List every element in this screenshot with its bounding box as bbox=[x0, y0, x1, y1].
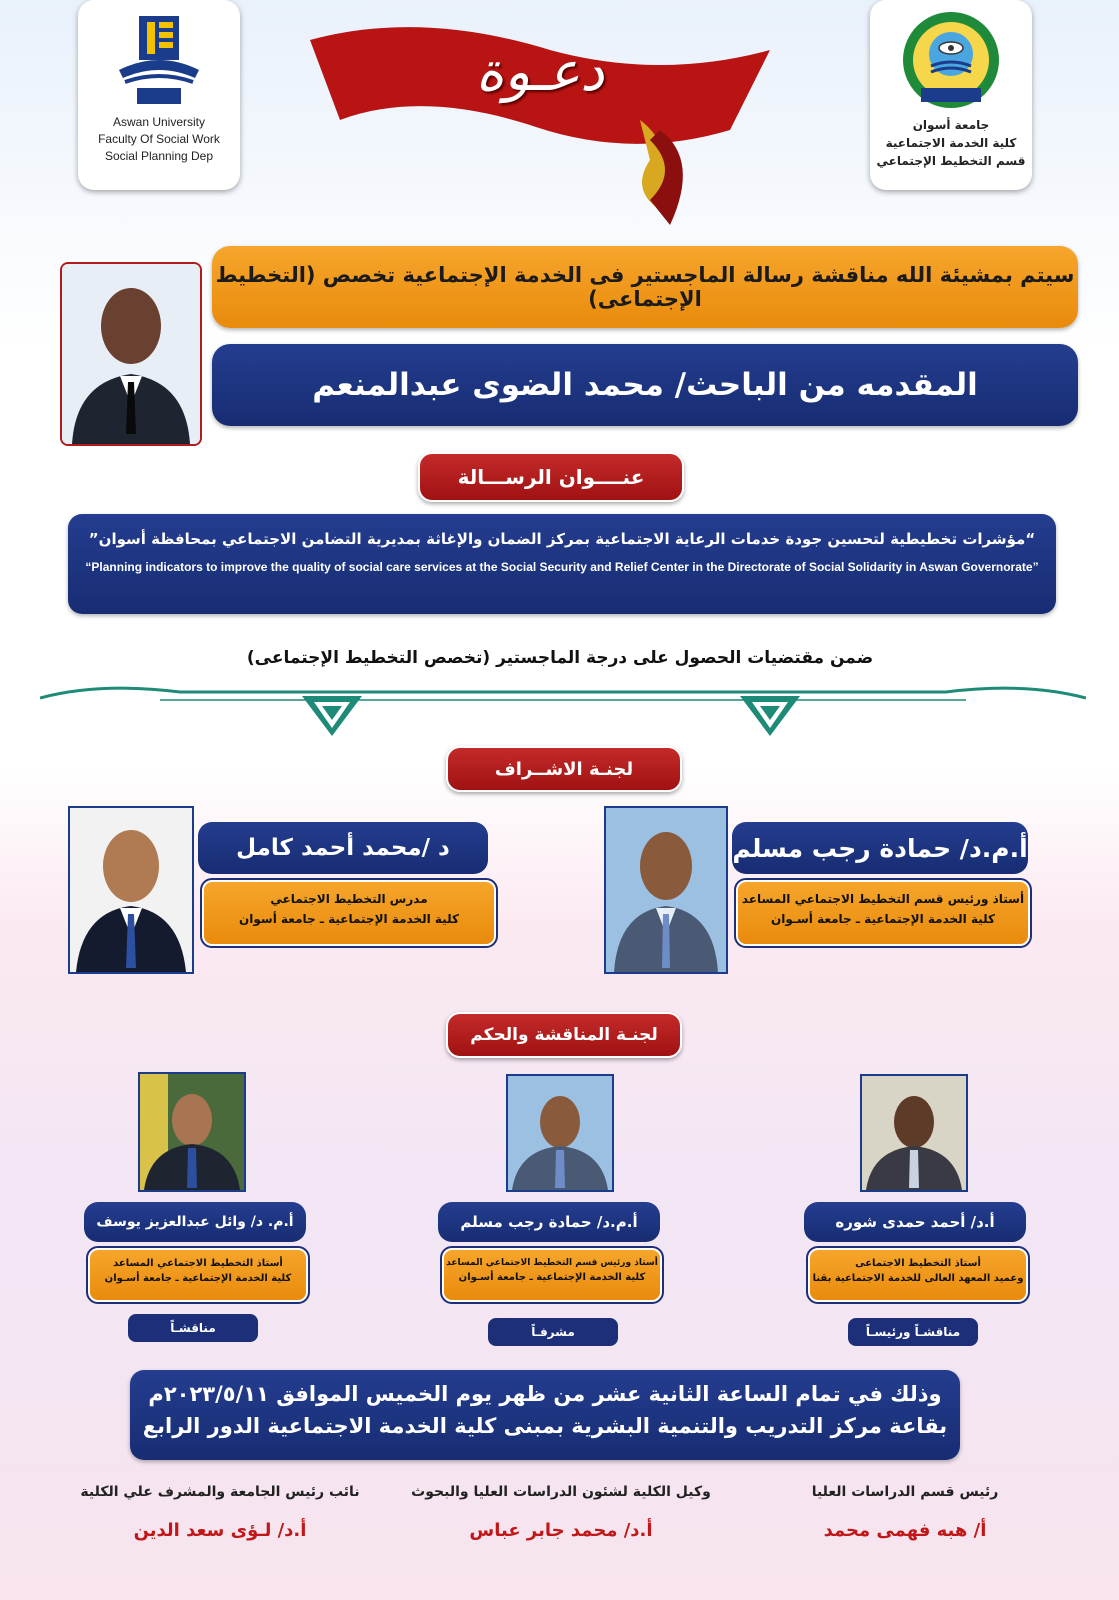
committee-desc-2 bbox=[442, 1248, 662, 1302]
signature-block-2 bbox=[396, 1484, 726, 1541]
committee-desc-2-line-1: أستاذ ورئيس قسم التخطيط الاجتماعي المساعد bbox=[446, 1258, 658, 1268]
faculty-emblem-icon bbox=[99, 10, 219, 110]
committee-desc-1-line-1: أستاذ التخطيط الاجتماعى bbox=[855, 1258, 981, 1269]
researcher-banner bbox=[212, 344, 1078, 426]
committee-photo-3 bbox=[138, 1072, 246, 1192]
supervisor-name-2-text: د /محمد أحمد كامل bbox=[236, 835, 450, 861]
schedule-line-2: بقاعة مركز التدريب والتنمية البشرية بمبنى كلية الخدمة الاجتماعية الدور الرابع bbox=[142, 1414, 948, 1438]
invitation-title: دعـوة bbox=[475, 40, 605, 103]
supervisor-desc-2-line-2: كلية الخدمة الإجتماعية ـ جامعة أسوان bbox=[239, 912, 459, 926]
committee-desc-1 bbox=[808, 1248, 1028, 1302]
supervisor-photo-2 bbox=[68, 806, 194, 974]
committee-desc-1-line-2: وعميد المعهد العالى للخدمة الاجتماعية بقنا bbox=[812, 1273, 1024, 1284]
schedule-line-1: وذلك في تمام الساعة الثانية عشر من ظهر يوم الخميس الموافق ٢٠٢٣/٥/١١م bbox=[148, 1382, 942, 1406]
committee-desc-2-line-2: كلية الخدمة الإجتماعية ـ جامعة أسـوان bbox=[458, 1272, 646, 1283]
person-portrait-icon bbox=[862, 1076, 966, 1190]
committee-name-3-text: أ.م. د/ وائل عبدالعزيز يوسف bbox=[96, 1214, 294, 1230]
committee-name-2-text: أ.م.د/ حمادة رجب مسلم bbox=[460, 1213, 638, 1231]
supervision-label-text: لجنـة الاشــراف bbox=[494, 758, 634, 780]
signature-block-1 bbox=[760, 1484, 1050, 1541]
committee-name-1 bbox=[804, 1202, 1026, 1242]
thesis-title-label-text: عنــــوان الرســـالة bbox=[457, 465, 645, 489]
schedule-box bbox=[130, 1370, 960, 1460]
thesis-title-english: “Planning indicators to improve the quality of social care services at the Social Security and Relief Center in the Directorate of Social Solidarity in Aswan Governorate” bbox=[85, 560, 1039, 574]
signature-name-1: أ/ هبه فهمى محمد bbox=[823, 1520, 987, 1541]
supervisor-desc-1-line-1: أستاذ ورئيس قسم التخطيط الاجتماعي المساعد bbox=[741, 892, 1025, 906]
thesis-title-arabic: “مؤشرات تخطيطية لتحسين جودة خدمات الرعاية الاجتماعية بمركز الضمان والإغاثة بمديرية التضامن الاجتماعي بمحافظة أسوان” bbox=[88, 530, 1036, 548]
supervisor-desc-2 bbox=[202, 880, 496, 946]
university-logo-line-3: قسم التخطيط الإجتماعي bbox=[876, 154, 1026, 168]
signature-name-2: أ.د/ محمد جابر عباس bbox=[469, 1520, 653, 1541]
supervisor-name-1-text: أ.م.د/ حمادة رجب مسلم bbox=[732, 833, 1028, 863]
university-seal-icon bbox=[899, 8, 1003, 112]
committee-role-3-text: مناقشـاً bbox=[170, 1321, 216, 1335]
faculty-logo-line-2: Faculty Of Social Work bbox=[98, 132, 220, 146]
committee-name-2 bbox=[438, 1202, 660, 1242]
committee-role-3 bbox=[128, 1314, 258, 1342]
faculty-logo-card bbox=[78, 0, 240, 190]
committee-label bbox=[446, 1012, 682, 1058]
person-portrait-icon bbox=[70, 808, 192, 972]
supervisor-desc-1 bbox=[736, 880, 1030, 946]
supervisor-name-2 bbox=[198, 822, 488, 874]
committee-name-1-text: أ.د/ أحمد حمدى شوره bbox=[835, 1213, 995, 1231]
signature-title-1: رئيس قسم الدراسات العليا bbox=[811, 1484, 999, 1500]
committee-photo-1 bbox=[860, 1074, 968, 1192]
committee-name-3 bbox=[84, 1202, 306, 1242]
committee-photo-2 bbox=[506, 1074, 614, 1192]
announcement-text: سيتم بمشيئة الله مناقشة رسالة الماجستير فى الخدمة الإجتماعية تخصص (التخطيط الإجتماعى) bbox=[215, 263, 1075, 311]
committee-desc-3-line-2: كلية الخدمة الإجتماعية ـ جامعة أسـوان bbox=[104, 1273, 292, 1284]
committee-role-1 bbox=[848, 1318, 978, 1346]
signature-name-3: أ.د/ لـؤى سعد الدين bbox=[133, 1520, 307, 1541]
person-portrait-icon bbox=[140, 1074, 244, 1190]
announcement-banner bbox=[212, 246, 1078, 328]
university-logo-line-1: جامعة أسوان bbox=[912, 118, 990, 132]
committee-role-2-text: مشرفـاً bbox=[531, 1325, 575, 1339]
supervisor-desc-1-line-2: كلية الخدمة الإجتماعية ـ جامعة أسـوان bbox=[771, 912, 995, 926]
researcher-name: المقدمه من الباحث/ محمد الضوى عبدالمنعم bbox=[312, 367, 978, 403]
faculty-logo-line-1: Aswan University bbox=[112, 115, 206, 129]
faculty-logo-line-3: Social Planning Dep bbox=[104, 149, 214, 163]
person-portrait-icon bbox=[508, 1076, 612, 1190]
invitation-ribbon bbox=[300, 10, 790, 230]
committee-desc-3-line-1: أستاذ التخطيط الاجتماعي المساعد bbox=[113, 1258, 283, 1269]
ornamental-divider bbox=[40, 674, 1086, 744]
signature-title-2: وكيل الكلية لشئون الدراسات العليا والبحوث bbox=[411, 1484, 711, 1500]
person-portrait-icon bbox=[62, 264, 200, 444]
supervisor-name-1 bbox=[732, 822, 1028, 874]
university-logo-card bbox=[870, 0, 1032, 190]
supervision-label bbox=[446, 746, 682, 792]
committee-desc-3 bbox=[88, 1248, 308, 1302]
supervisor-photo-1 bbox=[604, 806, 728, 974]
person-portrait-icon bbox=[606, 808, 726, 972]
degree-note: ضمن مقتضيات الحصول على درجة الماجستير (تخصص التخطيط الإجتماعى) bbox=[246, 648, 874, 668]
committee-label-text: لجنـة المناقشة والحكم bbox=[470, 1025, 658, 1045]
supervisor-desc-2-line-1: مدرس التخطيط الاجتماعي bbox=[270, 892, 428, 906]
researcher-photo bbox=[60, 262, 202, 446]
thesis-title-label bbox=[418, 452, 684, 502]
university-logo-line-2: كلية الخدمة الاجتماعية bbox=[885, 136, 1017, 150]
signature-block-3 bbox=[70, 1484, 370, 1541]
committee-role-1-text: مناقشـاً ورئيسـاً bbox=[865, 1325, 961, 1339]
thesis-title-box bbox=[68, 514, 1056, 614]
divider-ornament-icon bbox=[40, 674, 1086, 744]
signature-title-3: نائب رئيس الجامعة والمشرف علي الكلية bbox=[80, 1484, 360, 1500]
committee-role-2 bbox=[488, 1318, 618, 1346]
